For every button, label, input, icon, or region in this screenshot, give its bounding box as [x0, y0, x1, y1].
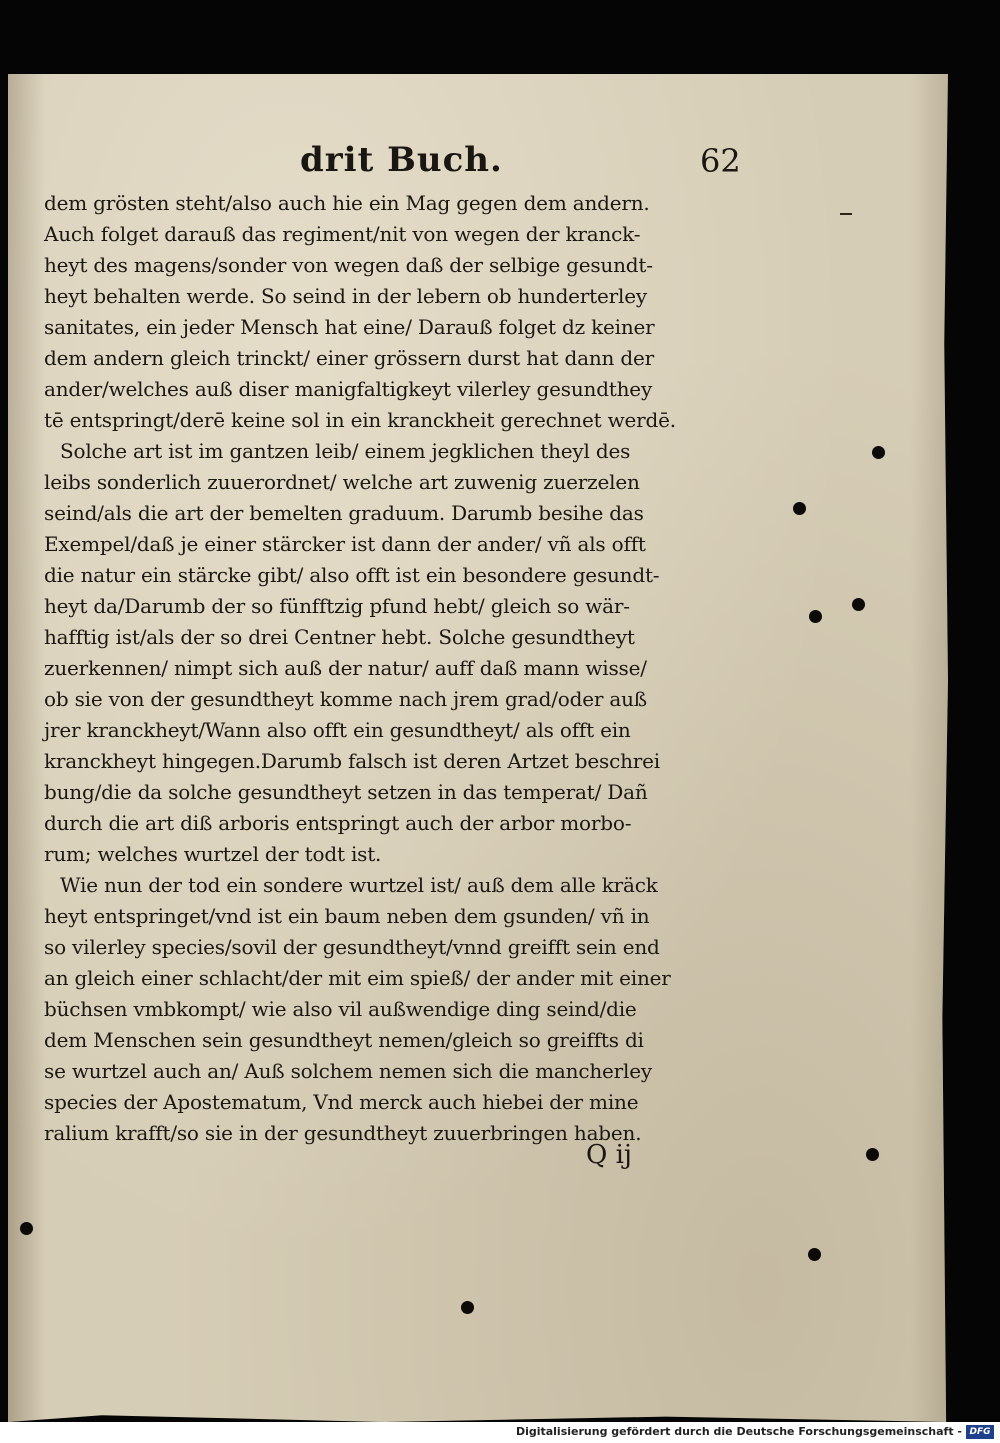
- text-line: dem andern gleich trinckt/ einer grössern durst hat dann der: [44, 346, 654, 370]
- text-line: Wie nun der tod ein sondere wurtzel ist/ auß dem alle kräck: [60, 873, 658, 897]
- text-line: büchsen vmbkompt/ wie also vil außwendige ding seind/die: [44, 997, 637, 1021]
- margin-stroke: [840, 213, 852, 215]
- text-line: sanitates, ein jeder Mensch hat eine/ Darauß folget dz keiner: [44, 315, 655, 339]
- text-line: ob sie von der gesundtheyt komme nach jrem grad/oder auß: [44, 687, 647, 711]
- text-line: zuerkennen/ nimpt sich auß der natur/ auff daß mann wisse/: [44, 656, 647, 680]
- page-header: [0, 140, 1000, 190]
- margin-dot: [809, 610, 822, 623]
- dfg-logo-icon: DFG: [966, 1425, 994, 1439]
- text-line: heyt behalten werde. So seind in der lebern ob hunderterley: [44, 284, 647, 308]
- text-line: rum; welches wurtzel der todt ist.: [44, 842, 382, 866]
- text-line: ander/welches auß diser manigfaltigkeyt vilerley gesundthey: [44, 377, 653, 401]
- margin-dot: [808, 1248, 821, 1261]
- text-line: Auch folget darauß das regiment/nit von wegen der kranck-: [44, 222, 641, 246]
- text-line: so vilerley species/sovil der gesundtheyt/vnnd greifft sein end: [44, 935, 660, 959]
- footer-bar: [0, 1422, 1000, 1443]
- text-line: dem Menschen sein gesundtheyt nemen/gleich so greiffts di: [44, 1028, 644, 1052]
- footer-credit: Digitalisierung gefördert durch die Deutsche Forschungsgemeinschaft -: [515, 1425, 962, 1438]
- running-title: drit Buch.: [300, 140, 503, 180]
- text-line: Solche art ist im gantzen leib/ einem jegklichen theyl des: [60, 439, 631, 463]
- text-line: dem grösten steht/also auch hie ein Mag gegen dem andern.: [44, 191, 650, 215]
- text-line: durch die art diß arboris entspringt auch der arbor morbo-: [44, 811, 632, 835]
- text-line: an gleich einer schlacht/der mit eim spieß/ der ander mit einer: [44, 966, 671, 990]
- text-line: ralium krafft/so sie in der gesundtheyt zuuerbringen haben.: [44, 1121, 642, 1145]
- text-line: jrer kranckheyt/Wann also offt ein gesundtheyt/ als offt ein: [44, 718, 631, 742]
- margin-dot: [852, 598, 865, 611]
- text-line: bung/die da solche gesundtheyt setzen in das temperat/ Dañ: [44, 780, 648, 804]
- text-line: seind/als die art der bemelten graduum. Darumb besihe das: [44, 501, 644, 525]
- text-line: heyt entspringet/vnd ist ein baum neben dem gsunden/ vñ in: [44, 904, 650, 928]
- text-line: heyt des magens/sonder von wegen daß der selbige gesundt-: [44, 253, 653, 277]
- text-line: tē entspringt/derē keine sol in ein kranckheit gerechnet werdē.: [44, 408, 676, 432]
- text-line: leibs sonderlich zuuerordnet/ welche art zuwenig zuerzelen: [44, 470, 640, 494]
- text-line: kranckheyt hingegen.Darumb falsch ist deren Artzet beschrei: [44, 749, 660, 773]
- margin-dot: [872, 446, 885, 459]
- margin-dot: [793, 502, 806, 515]
- margin-dot: [461, 1301, 474, 1314]
- text-line: se wurtzel auch an/ Auß solchem nemen sich die mancherley: [44, 1059, 652, 1083]
- text-line: heyt da/Darumb der so fünfftzig pfund hebt/ gleich so wär-: [44, 594, 630, 618]
- page-number: 62: [700, 142, 741, 180]
- margin-dot: [20, 1222, 33, 1235]
- text-line: die natur ein stärcke gibt/ also offt ist ein besondere gesundt-: [44, 563, 660, 587]
- text-line: species der Apostematum, Vnd merck auch hiebei der mine: [44, 1090, 639, 1114]
- signature-mark: Q ij: [586, 1140, 632, 1170]
- text-line: Exempel/daß je einer stärcker ist dann der ander/ vñ als offt: [44, 532, 646, 556]
- text-line: hafftig ist/als der so drei Centner hebt. Solche gesundtheyt: [44, 625, 635, 649]
- margin-dot: [866, 1148, 879, 1161]
- body-text: [44, 188, 744, 1149]
